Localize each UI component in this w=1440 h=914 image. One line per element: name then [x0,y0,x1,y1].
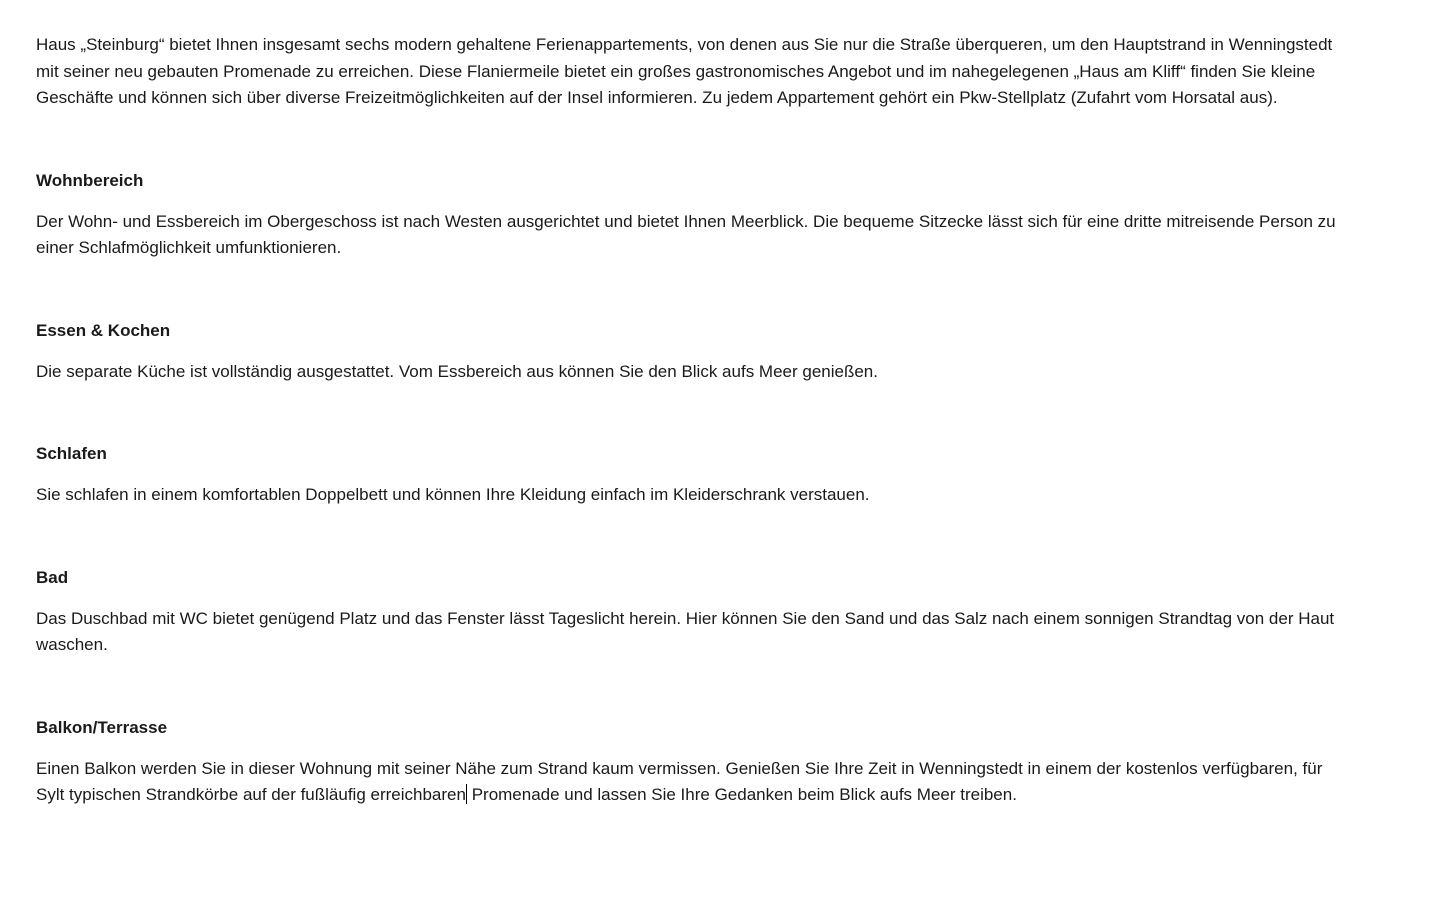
section-schlafen [36,441,1360,509]
section-wohnbereich [36,168,1360,262]
section-heading: Schlafen [36,444,107,463]
section-paragraph: Das Duschbad mit WC bietet genügend Platz und das Fenster lässt Tageslicht herein. Hier können Sie den Sand und das Salz nach einem sonnigen Strandtag von der Haut waschen. [36,608,1335,654]
intro-paragraph: Haus „Steinburg“ bietet Ihnen insgesamt sechs modern gehaltene Ferienappartements, von denen aus Sie nur die Straße überqueren, um den Hauptstrand in Wenningstedt mit seiner neu gebauten Promenade zu erreichen. Diese Flaniermeile bietet ein großes gastronomisches Angebot und im nahegelegenen „Haus am Kliff“ finden Sie kleine Geschäfte und können sich über diverse Freizeitmöglichkeiten auf der Insel informieren. Zu jedem Appartement gehört ein Pkw-Stellplatz (Zufahrt vom Horsatal aus). [36,35,1333,107]
section-paragraph: Die separate Küche ist vollständig ausgestattet. Vom Essbereich aus können Sie den Blick aufs Meer genießen. [36,361,878,381]
section-paragraph: Der Wohn- und Essbereich im Obergeschoss ist nach Westen ausgerichtet und bietet Ihnen Meerblick. Die bequeme Sitzecke lässt sich für eine dritte mitreisende Person zu einer Schlafmöglichkeit umfunktionieren. [36,211,1336,257]
section-essen-kochen [36,318,1360,386]
section-heading: Balkon/Terrasse [36,717,168,737]
paragraph-text-before-cursor: Einen Balkon werden Sie in dieser Wohnung mit seiner Nähe zum Strand kaum vermissen. Genießen Sie Ihre Zeit in Wenningstedt in einem der kostenlos verfügbaren, für Sylt typischen Strandkörbe auf der fußläufig erreichbaren [36,758,1323,804]
section-heading: Wohnbereich [36,170,144,190]
section-heading: Bad [36,567,69,587]
section-balkon-terrasse [36,715,1360,809]
section-heading: Essen & Kochen [36,320,171,340]
section-bad [36,565,1360,659]
paragraph-text-after-cursor: Promenade und lassen Sie Ihre Gedanken beim Blick aufs Meer treiben. [466,785,1017,804]
section-paragraph [36,756,1346,809]
section-paragraph: Sie schlafen in einem komfortablen Doppelbett und können Ihre Kleidung einfach im Kleiderschrank verstauen. [36,485,870,504]
